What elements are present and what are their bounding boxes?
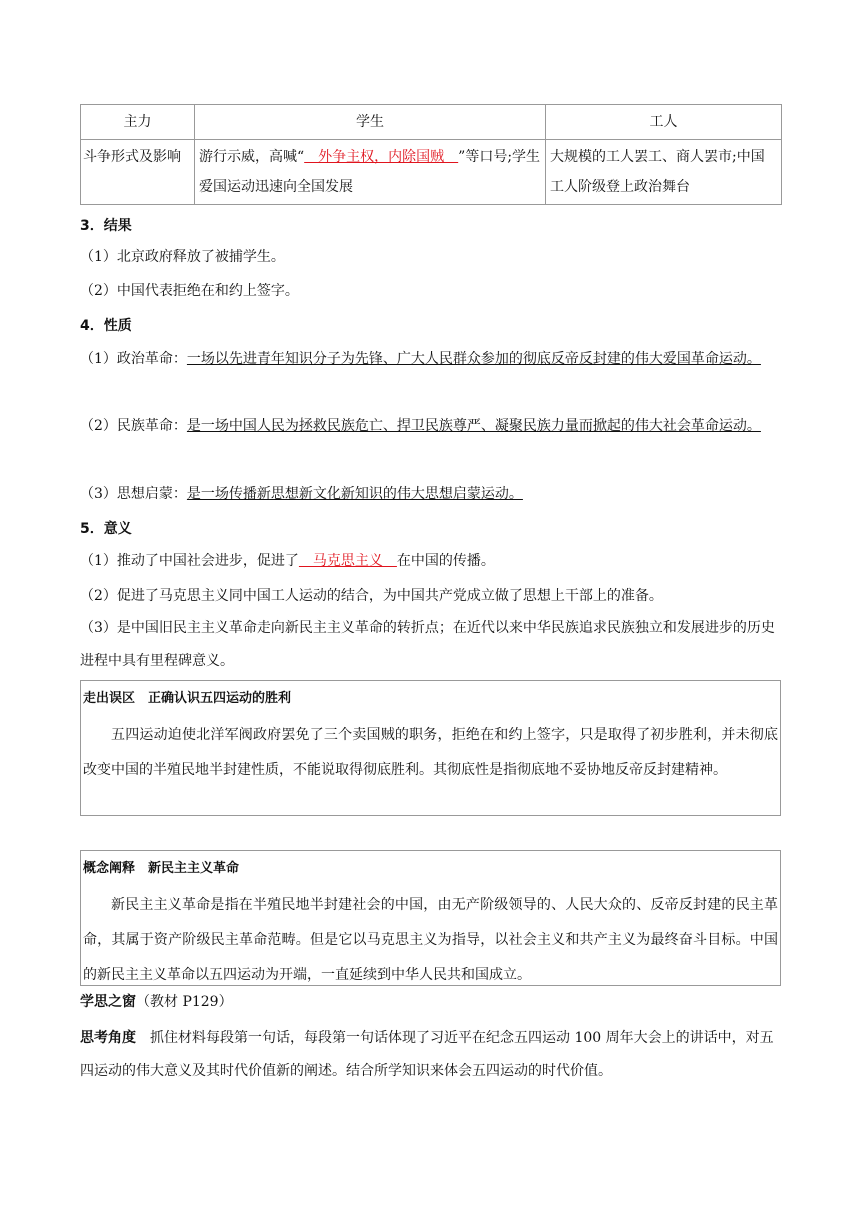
section-heading-result: 3．结果	[80, 218, 132, 234]
header-cell: 工人	[546, 105, 782, 140]
item-label: （1）政治革命：	[80, 351, 187, 367]
header-cell: 主力	[81, 105, 195, 140]
table-header-row	[81, 105, 782, 140]
concept-box	[80, 850, 781, 986]
thinking-angle-text: 抓住材料每段第一句话，每段第一句话体现了习近平在纪念五四运动 100 周年大会上的讲话中，对五四运动的伟大意义及其时代价值新的阐述。结合所学知识来体会五四运动的时代价值。	[80, 1030, 774, 1079]
item-underlined-text: 是一场中国人民为拯救民族危亡、捍卫民族尊严、凝聚民族力量而掀起的伟大社会革命运动。	[186, 418, 761, 434]
study-window-text	[80, 1022, 785, 1088]
item-text-pre: （1）推动了中国社会进步，促进了	[80, 553, 299, 569]
comparison-table	[80, 104, 782, 205]
list-item	[80, 483, 785, 505]
item-label: （3）思想启蒙：	[80, 486, 187, 502]
list-item	[80, 343, 785, 376]
study-window-heading	[80, 991, 785, 1013]
header-cell: 学生	[195, 105, 546, 140]
item-underlined-text: 一场以先进青年知识分子为先锋、广大人民群众参加的彻底反帝反封建的伟大爱国革命运动。	[186, 351, 761, 367]
item-text-post: 在中国的传播。	[396, 553, 495, 569]
student-text-post: ”等口号;学生爱国运动迅速向全国发展	[199, 149, 541, 195]
student-text-pre: 游行示威，高喊“	[199, 149, 305, 165]
student-cell	[195, 140, 546, 205]
list-item: （3）是中国旧民主主义革命走向新民主主义革命的转折点；在近代以来中华民族追求民族独立和发展进步的历史进程中具有里程碑意义。	[80, 620, 775, 669]
list-item	[80, 410, 785, 443]
row-label-cell: 斗争形式及影响	[81, 140, 195, 205]
student-fill-blank: 外争主权，内除国贼	[304, 149, 459, 165]
item-underlined-text: 是一场传播新思想新文化新知识的伟大思想启蒙运动。	[186, 486, 523, 502]
study-window-title: 学思之窗	[80, 994, 136, 1010]
misconception-box	[80, 680, 781, 816]
list-item: （2）中国代表拒绝在和约上签字。	[80, 283, 299, 299]
thinking-angle-label: 思考角度	[80, 1030, 136, 1046]
list-item	[80, 550, 785, 572]
item-label: （2）民族革命：	[80, 418, 187, 434]
study-window-source: （教材 P129）	[136, 994, 233, 1010]
list-item: （1）北京政府释放了被捕学生。	[80, 249, 285, 265]
worker-cell: 大规模的工人罢工、商人罢市;中国工人阶级登上政治舞台	[546, 140, 782, 205]
list-item: （2）促进了马克思主义同中国工人运动的结合，为中国共产党成立做了思想上干部上的准备。	[80, 588, 663, 604]
section-heading-significance: 5．意义	[80, 521, 132, 537]
table-row	[81, 140, 782, 205]
box-body: 五四运动迫使北洋军阀政府罢免了三个卖国贼的职务，拒绝在和约上签字，只是取得了初步胜利，并未彻底改变中国的半殖民地半封建性质，不能说取得彻底胜利。其彻底性是指彻底地不妥协地反帝反封建精神。	[83, 727, 778, 778]
box-title: 概念阐释 新民主主义革命	[83, 861, 240, 876]
box-title: 走出误区 正确认识五四运动的胜利	[83, 691, 292, 706]
fill-blank: 马克思主义	[298, 553, 397, 569]
box-body: 新民主主义革命是指在半殖民地半封建社会的中国，由无产阶级领导的、人民大众的、反帝反封建的民主革命，其属于资产阶级民主革命范畴。但是它以马克思主义为指导，以社会主义和共产主义为最终奋斗目标。中国的新民主主义革命以五四运动为开端，一直延续到中华人民共和国成立。	[83, 897, 778, 983]
section-heading-nature: 4．性质	[80, 318, 132, 334]
